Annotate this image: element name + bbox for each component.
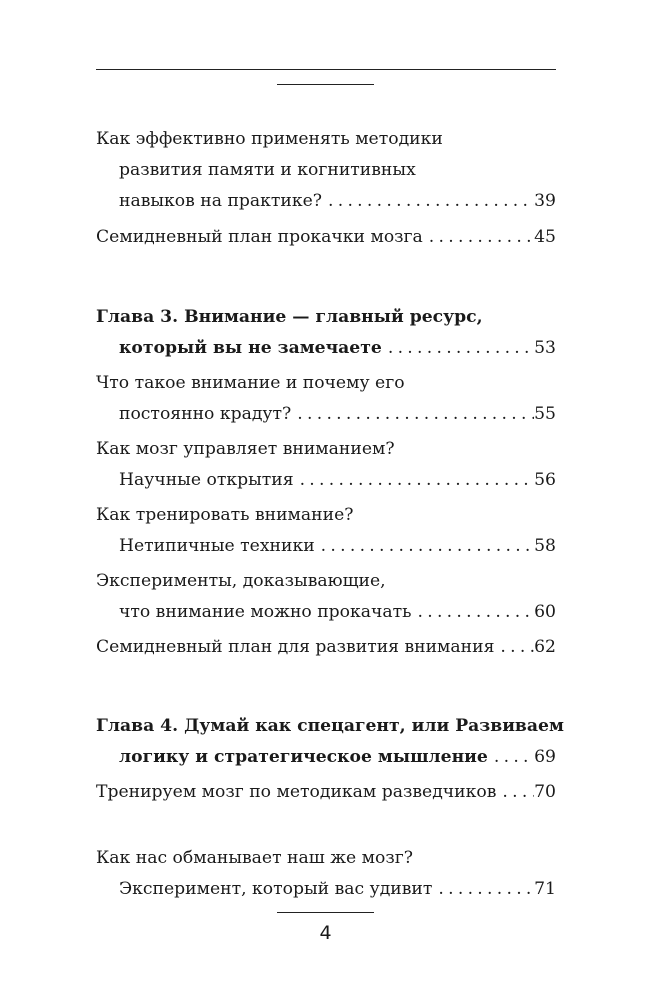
- toc-entry-line: [96, 500, 556, 531]
- toc-leader-dots: [494, 632, 534, 663]
- toc-leader-dots: [322, 186, 534, 217]
- toc-entry: [96, 434, 556, 496]
- toc-page-number: 62: [534, 637, 556, 657]
- toc-leader-dots: [488, 742, 534, 773]
- toc-entry-line: [96, 874, 556, 905]
- toc-entry-title: Тренируем мозг по методикам разведчиков: [96, 782, 497, 802]
- toc-leader-dots: [412, 597, 535, 628]
- toc-entry: [96, 843, 556, 905]
- toc-entry: [96, 124, 556, 217]
- toc-page-number: 45: [534, 227, 556, 247]
- toc-entry-line: [96, 566, 556, 597]
- toc-entry-title: постоянно крадут?: [119, 404, 292, 424]
- toc-entry-line: [96, 155, 556, 186]
- toc-entry-title: развития памяти и когнитивных: [119, 160, 416, 180]
- toc-entry-title: Как эффективно применять методики: [96, 129, 443, 149]
- footer-short-rule: [277, 912, 374, 913]
- toc-entry-title: Научные открытия: [119, 470, 294, 490]
- toc-page-number: 53: [534, 338, 556, 358]
- toc-entry-line: [96, 531, 556, 562]
- toc-entry-title: Семидневный план прокачки мозга: [96, 227, 423, 247]
- toc-page-number: 70: [534, 782, 556, 802]
- toc-page-number: 71: [534, 879, 556, 899]
- toc-entry-title: Эксперимент, который вас удивит: [119, 879, 433, 899]
- toc-entry-line: [96, 302, 556, 333]
- toc-entry-title: Нетипичные техники: [119, 536, 315, 556]
- toc-entry-line: [96, 333, 556, 364]
- toc-entry-title: навыков на практике?: [119, 191, 322, 211]
- toc-entry: [96, 368, 556, 430]
- toc-entry-line: [96, 632, 556, 663]
- toc-entry-line: [96, 597, 556, 628]
- toc-page-number: 69: [534, 747, 556, 767]
- toc-entry-line: [96, 124, 556, 155]
- toc-entry-title: Как тренировать внимание?: [96, 505, 354, 525]
- toc-entry-line: [96, 434, 556, 465]
- toc-entry: [96, 500, 556, 562]
- toc-entry-line: [96, 777, 556, 808]
- toc-entry-line: [96, 843, 556, 874]
- toc-chapter-entry: [96, 711, 564, 773]
- toc-page-number: 56: [534, 470, 556, 490]
- toc-page-number: 55: [534, 404, 556, 424]
- toc-chapter-entry: [96, 302, 556, 364]
- toc-entry: [96, 632, 556, 663]
- toc-entry-line: [96, 368, 556, 399]
- toc-entry-line: [96, 222, 556, 253]
- toc-page-number: 58: [534, 536, 556, 556]
- toc-page-number: 60: [534, 602, 556, 622]
- toc-entry-title: Глава 4. Думай как спецагент, или Развиваем: [96, 716, 564, 736]
- toc-entry-title: Что такое внимание и почему его: [96, 373, 405, 393]
- toc-entry-line: [96, 711, 564, 742]
- toc-entry-title: который вы не замечаете: [119, 338, 382, 358]
- toc-entry: [96, 222, 556, 253]
- toc-entry: [96, 566, 556, 628]
- toc-leader-dots: [382, 333, 534, 364]
- toc-leader-dots: [496, 777, 534, 808]
- toc-leader-dots: [423, 222, 534, 253]
- header-rule: [96, 69, 556, 70]
- toc-entry-line: [96, 465, 556, 496]
- toc-entry-line: [96, 399, 556, 430]
- toc-entry-title: логику и стратегическое мышление: [119, 747, 488, 767]
- header-short-rule: [277, 84, 374, 85]
- toc-entry-title: Глава 3. Внимание — главный ресурс,: [96, 307, 483, 327]
- toc-leader-dots: [294, 465, 535, 496]
- toc-entry-title: Как мозг управляет вниманием?: [96, 439, 395, 459]
- toc-leader-dots: [291, 399, 534, 430]
- toc-leader-dots: [315, 531, 534, 562]
- toc-entry-line: [96, 186, 556, 217]
- toc-entry: [96, 777, 556, 808]
- toc-entry-title: что внимание можно прокачать: [119, 602, 412, 622]
- toc-page-number: 39: [534, 191, 556, 211]
- toc-leader-dots: [432, 874, 534, 905]
- toc-entry-line: [96, 742, 556, 773]
- toc-entry-title: Эксперименты, доказывающие,: [96, 571, 386, 591]
- toc-entry-title: Семидневный план для развития внимания: [96, 637, 495, 657]
- page-number: 4: [319, 922, 332, 944]
- toc-entry-title: Как нас обманывает наш же мозг?: [96, 848, 413, 868]
